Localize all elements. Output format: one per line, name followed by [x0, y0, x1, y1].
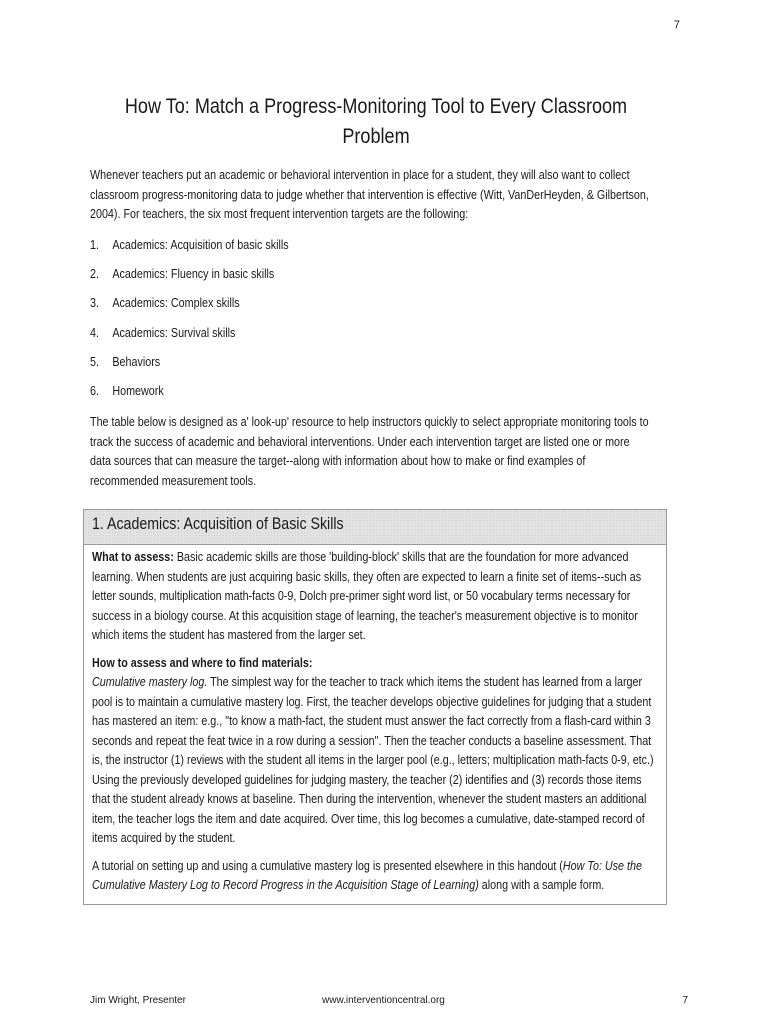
- footer-presenter: Jim Wright, Presenter: [90, 995, 186, 1006]
- what-to-assess-label: What to assess:: [92, 550, 174, 564]
- how-to-assess-paragraph: [92, 654, 660, 849]
- page-number-top: 7: [673, 19, 680, 31]
- section-box: [83, 509, 667, 905]
- page-title: How To: Match a Progress-Monitoring Tool to Every Classroom Problem: [124, 95, 628, 148]
- list-item: 2. Academics: Fluency in basic skills: [90, 267, 275, 282]
- section-header: [84, 510, 666, 545]
- tutorial-text: A tutorial on setting up and using a cumulative mastery log is presented elsewhere in this handout (: [92, 858, 563, 873]
- list-item: 4. Academics: Survival skills: [90, 325, 236, 340]
- list-item: 5. Behaviors: [90, 354, 161, 369]
- targets-list: [90, 236, 653, 411]
- lookup-paragraph: The table below is designed as a' look-up' resource to help instructors quickly to select appropriate monitoring tools to track the success of academic and behavioral interventions. Under each intervention target are listed one or more data sources that can measure the target--along with information about how to make or find examples of recommended measurement tools.: [90, 415, 649, 488]
- list-item: 3. Academics: Complex skills: [90, 296, 240, 311]
- intro-paragraph: Whenever teachers put an academic or behavioral intervention in place for a student, they will also want to collect classroom progress-monitoring data to judge whether that intervention is effective (Witt, VanDerHeyden, & Gilbertson, 2004). For teachers, the six most frequent intervention targets are the following:: [90, 168, 649, 221]
- how-to-assess-label: How to assess and where to find materials:: [92, 655, 313, 670]
- list-item: 1. Academics: Acquisition of basic skills: [90, 238, 289, 252]
- tutorial-paragraph: [92, 857, 660, 896]
- section-heading: 1. Academics: Acquisition of Basic Skills: [92, 515, 344, 533]
- tutorial-end: along with a sample form.: [478, 878, 605, 892]
- cumulative-log-label: Cumulative mastery log.: [92, 675, 208, 689]
- tutorial-reference: How To: Use the Cumulative Mastery Log to Record Progress in the Acquisition Stage of Learning): [92, 858, 642, 892]
- cumulative-log-text: The simplest way for the teacher to track which items the student has learned from a larger pool is to maintain a cumulative mastery log. First, the teacher develops objective guidelines for judging that a student has mastered an item: e.g., "to know a math-fact, the student must answer the fact correctly from a flash-card within 3 seconds and repeat the feat twice in a row during a session". Then the teacher conducts a baseline assessment. That is, the instructor (1) reviews with the student all items in the larger pool (e.g., letters; multiplication math-facts 0-9, etc.) Using the previously developed guidelines for judging mastery, the teacher (2) identifies and (3) records those items that the student already knows at baseline. Then during the intervention, whenever the student masters an additional item, the teacher logs the item and date acquired. Over time, this log becomes a cumulative, date-stamped record of items acquired by the student.: [92, 675, 654, 845]
- what-to-assess-text: Basic academic skills are those 'building-block' skills that are the foundation for more advanced learning. When students are just acquiring basic skills, they often are expected to learn a finite set of items--such as letter sounds, multiplication math-facts 0-9, Dolch pre-primer sight word list, or 50 vocabulary terms necessary for success in a biology course. At this acquisition stage of learning, the teacher's measurement objective is to monitor which items the student has mastered from the larger set.: [92, 550, 642, 642]
- section-body: [92, 548, 660, 904]
- footer-page-number: 7: [682, 995, 688, 1006]
- what-to-assess-paragraph: [92, 548, 660, 646]
- list-item: 6. Homework: [90, 383, 164, 398]
- footer-website: www.interventioncentral.org: [322, 995, 445, 1006]
